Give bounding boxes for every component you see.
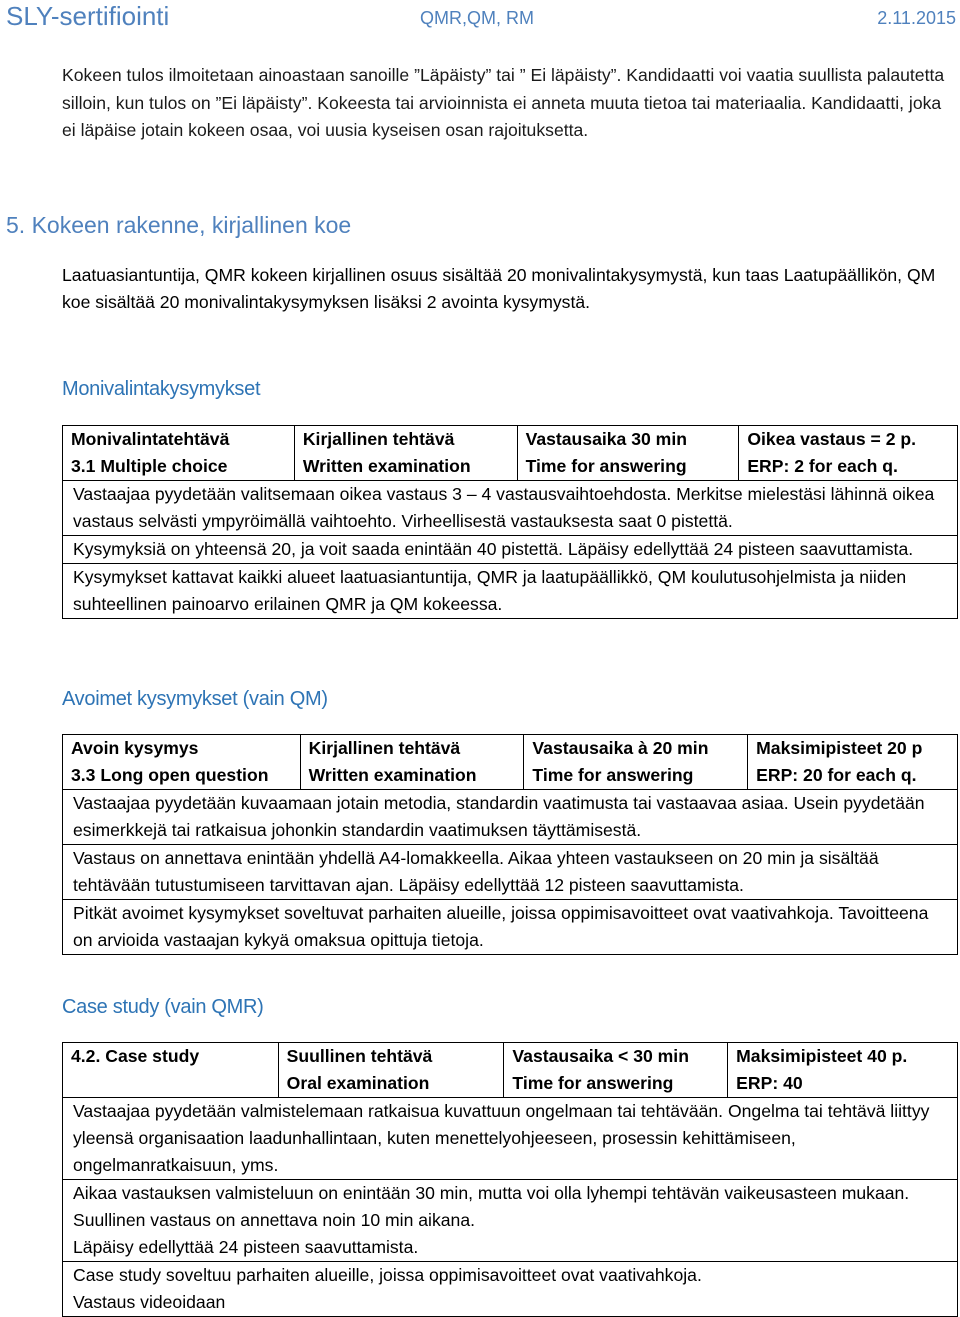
table-row: [63, 845, 958, 900]
header-cell: Kirjallinen tehtävä Written examination: [294, 426, 517, 481]
table-header-row: [63, 426, 958, 481]
table-row: [63, 481, 958, 536]
table-cell: Vastaajaa pyydetään valmistelemaan ratkaisua kuvattuun ongelmaan tai tehtävään. Ongelma tai tehtävä liittyy yleensä organisaation laadunhallintaan, kuten menettelyohjeeseen, prosessin kehittämiseen, ongelmanratkaisuun, yms.: [63, 1098, 958, 1180]
table-row: [63, 790, 958, 845]
table-cell: Case study soveltuu parhaiten alueille, joissa oppimisavoitteet ovat vaativahkoja. Vastaus videoidaan: [63, 1262, 958, 1317]
table-row: [63, 1180, 958, 1262]
table-row: [63, 1098, 958, 1180]
table-cell: Pitkät avoimet kysymykset soveltuvat parhaiten alueille, joissa oppimisavoitteet ovat vaativahkoja. Tavoitteena on arvioida vastaajan kykyä omaksua opittuja tietoja.: [63, 900, 958, 955]
multiple-choice-table: [62, 425, 958, 619]
header-cell: Maksimipisteet 40 p. ERP: 40: [728, 1043, 958, 1098]
header-cell: Monivalintatehtävä 3.1 Multiple choice: [63, 426, 295, 481]
page-header: [0, 0, 960, 34]
table-row: [63, 564, 958, 619]
table-cell: Vastaajaa pyydetään kuvaamaan jotain metodia, standardin vaatimusta tai vastaavaa asiaa. Usein pyydetään esimerkkejä tai ratkaisua johonkin standardin vaatimuksen täyttämisestä.: [63, 790, 958, 845]
table-header-row: [63, 735, 958, 790]
header-date: 2.11.2015: [877, 8, 956, 28]
header-subtitle: QMR,QM, RM: [420, 8, 534, 28]
case-study-table: [62, 1042, 958, 1317]
header-cell: Kirjallinen tehtävä Written examination: [300, 735, 524, 790]
table-cell: Vastaus on annettava enintään yhdellä A4-lomakkeella. Aikaa yhteen vastaukseen on 20 min ja sisältää tehtävään tutustumiseen tarvittavan ajan. Läpäisy edellyttää 12 pisteen saavuttamista.: [63, 845, 958, 900]
header-cell: Avoin kysymys 3.3 Long open question: [63, 735, 301, 790]
table-row: [63, 536, 958, 564]
table-cell: Kysymykset kattavat kaikki alueet laatuasiantuntija, QMR ja laatupäällikkö, QM koulutusohjelmista ja niiden suhteellinen painoarvo erilainen QMR ja QM kokeessa.: [63, 564, 958, 619]
intro-paragraph: Kokeen tulos ilmoitetaan ainoastaan sanoille ”Läpäisty” tai ” Ei läpäisty”. Kandidaatti voi vaatia suullista palautetta silloin, kun tulos on ”Ei läpäisty”. Kokeesta tai arvioinnista ei anneta muuta tietoa tai materiaalia. Kandidaatti, joka ei läpäise jotain kokeen osaa, voi uusia kyseisen osan rajoituksetta.: [62, 65, 945, 140]
case-study-heading: Case study (vain QMR): [62, 996, 264, 1018]
table-cell: Aikaa vastauksen valmisteluun on enintään 30 min, mutta voi olla lyhempi tehtävän vaikeusasteen mukaan. Suullinen vastaus on annettava noin 10 min aikana. Läpäisy edellyttää 24 pisteen saavuttamista.: [63, 1180, 958, 1262]
section-5-heading: 5. Kokeen rakenne, kirjallinen koe: [6, 212, 352, 238]
header-cell: Maksimipisteet 20 p ERP: 20 for each q.: [748, 735, 958, 790]
header-cell: 4.2. Case study: [63, 1043, 279, 1098]
open-questions-heading: Avoimet kysymykset (vain QM): [62, 688, 328, 710]
header-title: SLY-sertifiointi: [6, 1, 170, 31]
multiple-choice-heading: Monivalintakysymykset: [62, 378, 261, 400]
section-5-paragraph: Laatuasiantuntija, QMR kokeen kirjallinen osuus sisältää 20 monivalintakysymystä, kun taas Laatupäällikön, QM koe sisältää 20 monivalintakysymyksen lisäksi 2 avointa kysymystä.: [62, 265, 936, 312]
header-cell: Vastausaika 30 min Time for answering: [517, 426, 739, 481]
table-row: [63, 900, 958, 955]
header-cell: Oikea vastaus = 2 p. ERP: 2 for each q.: [739, 426, 958, 481]
header-cell: Vastausaika < 30 min Time for answering: [504, 1043, 728, 1098]
table-cell: Vastaajaa pyydetään valitsemaan oikea vastaus 3 – 4 vastausvaihtoehdosta. Merkitse mielestäsi lähinnä oikea vastaus selvästi ympyröimällä vaihtoehto. Virheellisestä vastauksesta saat 0 pistettä.: [63, 481, 958, 536]
header-cell: Suullinen tehtävä Oral examination: [278, 1043, 504, 1098]
header-cell: Vastausaika à 20 min Time for answering: [524, 735, 748, 790]
table-cell: Kysymyksiä on yhteensä 20, ja voit saada enintään 40 pistettä. Läpäisy edellyttää 24 pisteen saavuttamista.: [63, 536, 958, 564]
open-questions-table: [62, 734, 958, 955]
table-header-row: [63, 1043, 958, 1098]
table-row: [63, 1262, 958, 1317]
